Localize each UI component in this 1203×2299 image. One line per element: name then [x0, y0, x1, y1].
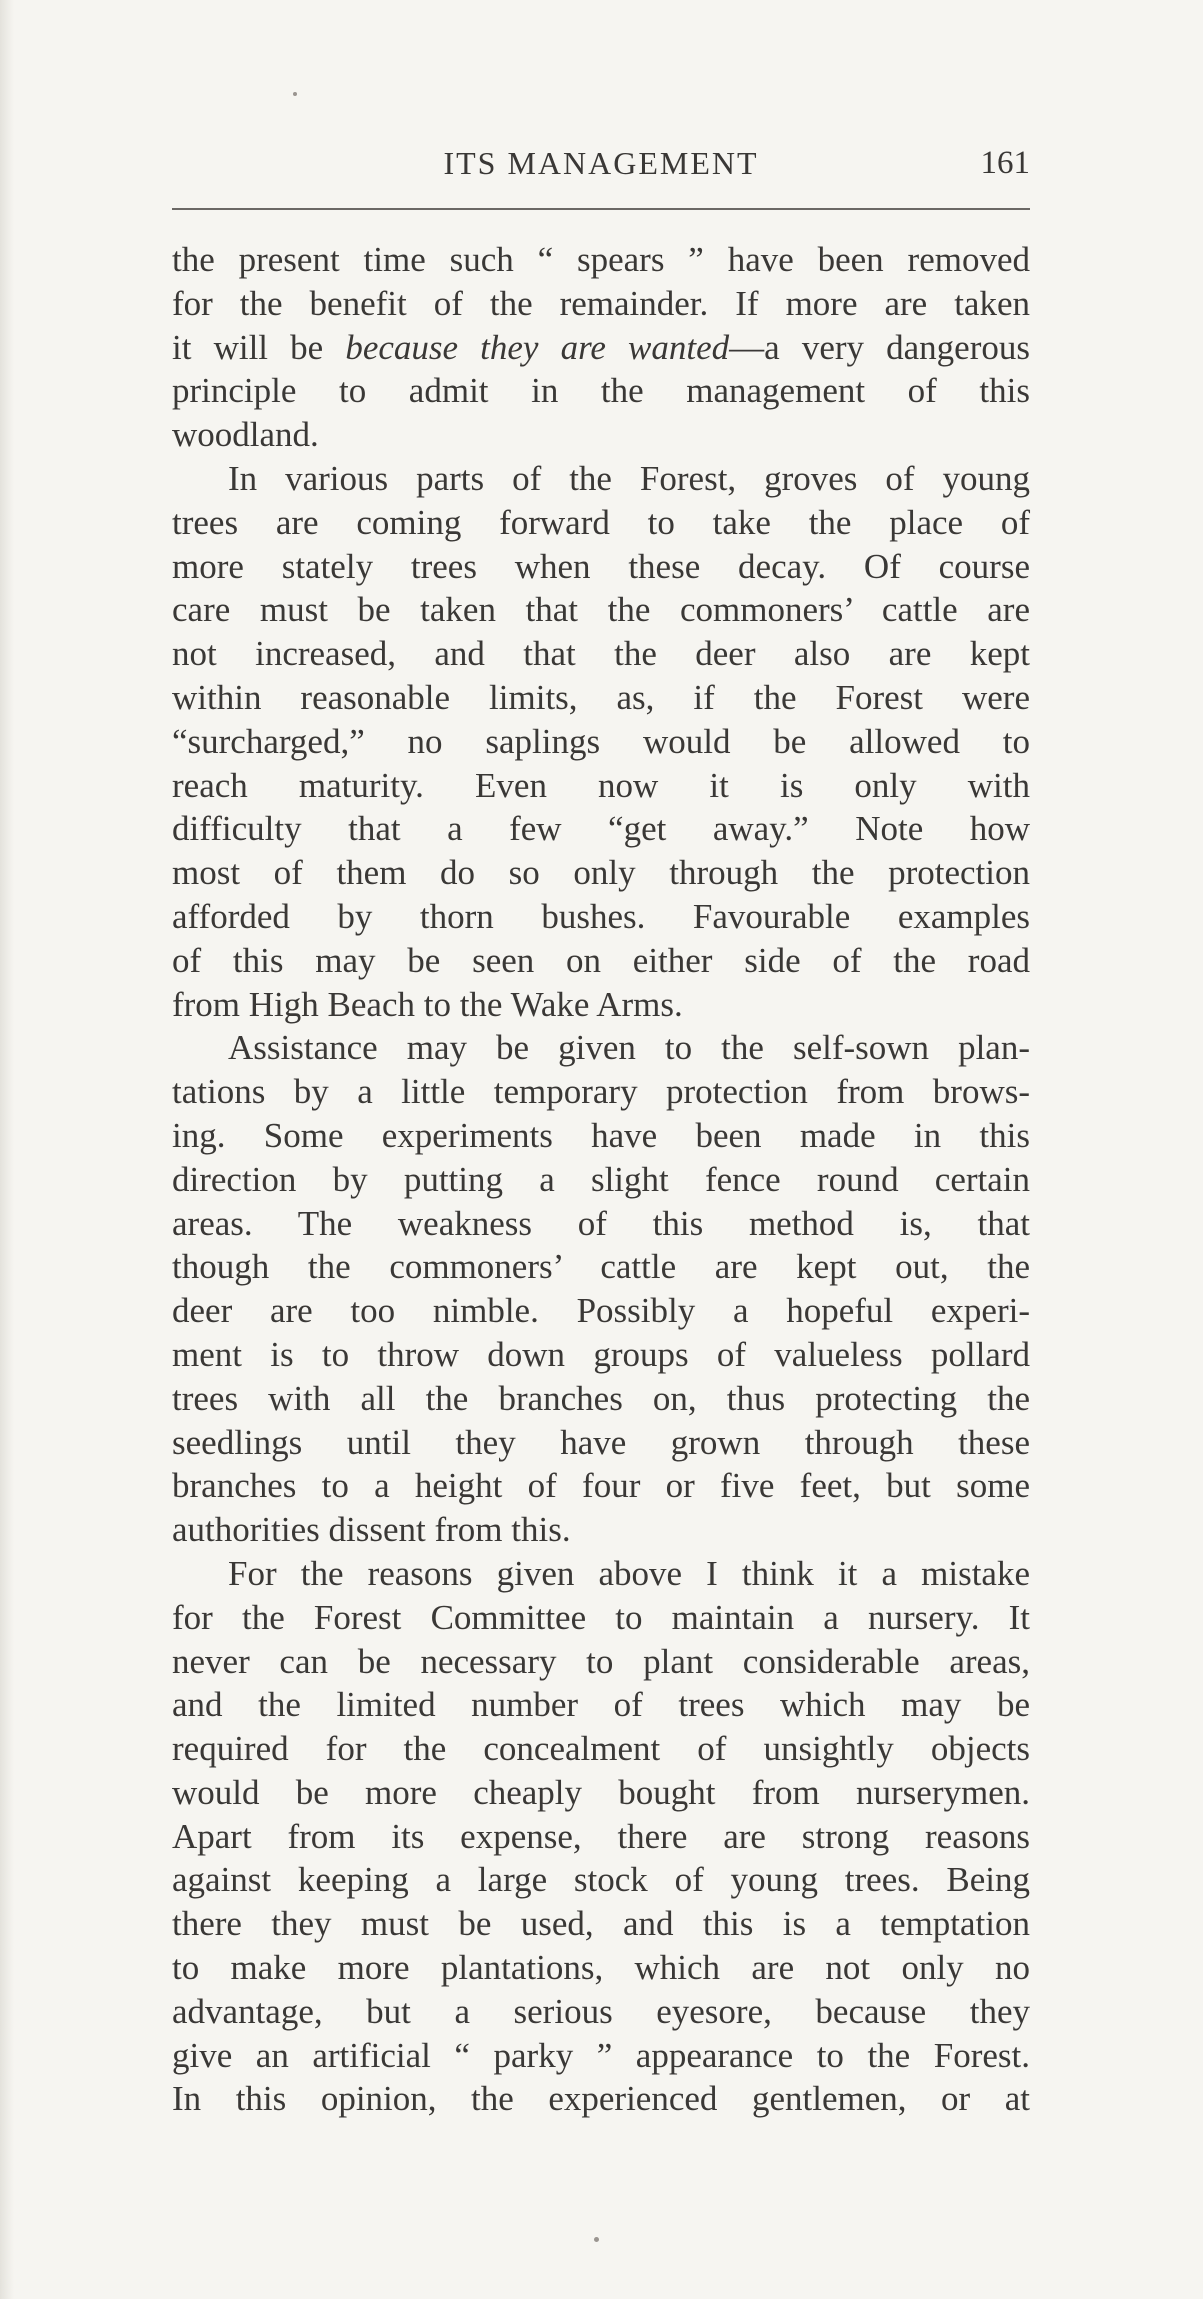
text-line: ing. Some experiments have been made in this [172, 1115, 1030, 1155]
text-line: there they must be used, and this is a temptation [172, 1904, 1030, 1944]
text-line: to make more plantations, which are not only no [172, 1948, 1030, 1988]
body-text [172, 238, 1030, 2121]
text-run: —a very dangerous [729, 327, 1030, 367]
page-number: 161 [980, 145, 1030, 181]
text-line: direction by putting a slight fence round certain [172, 1159, 1030, 1199]
paragraph-first-line: For the reasons given above I think it a mistake [228, 1553, 1030, 1593]
page-edge [0, 0, 14, 2299]
paragraph-first-line: Assistance may be given to the self-sown plan- [228, 1028, 1030, 1068]
text-line: In this opinion, the experienced gentlemen, or at [172, 2079, 1030, 2119]
text-line: never can be necessary to plant considerable areas, [172, 1641, 1030, 1681]
paragraph-first-line: In various parts of the Forest, groves of young [228, 458, 1030, 498]
text-line: Apart from its expense, there are strong reasons [172, 1816, 1030, 1856]
text-line: reach maturity. Even now it is only with [172, 765, 1030, 805]
text-line: principle to admit in the management of this [172, 371, 1030, 411]
text-line: of this may be seen on either side of the road [172, 940, 1030, 980]
text-line: though the commoners’ cattle are kept out, the [172, 1247, 1030, 1287]
text-line: care must be taken that the commoners’ cattle are [172, 590, 1030, 630]
text-line: against keeping a large stock of young trees. Being [172, 1860, 1030, 1900]
text-line [172, 326, 1030, 370]
text-line: within reasonable limits, as, if the Forest were [172, 677, 1030, 717]
text-run: it will be [172, 327, 346, 367]
text-line: and the limited number of trees which may be [172, 1685, 1030, 1725]
paragraph-end-line: from High Beach to the Wake Arms. [172, 984, 683, 1024]
text-line: “surcharged,” no saplings would be allowed to [172, 721, 1030, 761]
text-line: for the Forest Committee to maintain a nursery. It [172, 1597, 1030, 1637]
text-line: advantage, but a serious eyesore, because they [172, 1991, 1030, 2031]
text-line: branches to a height of four or five feet, but some [172, 1466, 1030, 1506]
text-line: required for the concealment of unsightly objects [172, 1729, 1030, 1769]
page-header [172, 140, 1030, 186]
paragraph-end-line: woodland. [172, 415, 319, 455]
running-head: ITS MANAGEMENT [443, 145, 759, 181]
header-rule [172, 208, 1030, 210]
text-line: the present time such “ spears ” have been removed [172, 240, 1030, 279]
text-line: afforded by thorn bushes. Favourable examples [172, 896, 1030, 936]
text-line: for the benefit of the remainder. If more are taken [172, 283, 1030, 323]
text-line: more stately trees when these decay. Of course [172, 546, 1030, 586]
italic-phrase: because they are wanted [345, 327, 730, 367]
text-line: not increased, and that the deer also are kept [172, 634, 1030, 674]
text-line: deer are too nimble. Possibly a hopeful experi- [172, 1291, 1030, 1331]
paragraph-end-line: authorities dissent from this. [172, 1510, 571, 1550]
text-line: tations by a little temporary protection from brows- [172, 1072, 1030, 1112]
text-line: most of them do so only through the protection [172, 853, 1030, 893]
text-line: give an artificial “ parky ” appearance to the Forest. [172, 2035, 1030, 2075]
text-line: areas. The weakness of this method is, that [172, 1203, 1030, 1243]
text-line: would be more cheaply bought from nurserymen. [172, 1772, 1030, 1812]
text-line: ment is to throw down groups of valueless pollard [172, 1334, 1030, 1374]
text-line: trees with all the branches on, thus protecting the [172, 1378, 1030, 1418]
text-line: seedlings until they have grown through these [172, 1422, 1030, 1462]
text-line: difficulty that a few “get away.” Note how [172, 809, 1030, 849]
paper-speck [594, 2237, 599, 2242]
text-line: trees are coming forward to take the place of [172, 502, 1030, 542]
paper-speck [293, 92, 297, 96]
